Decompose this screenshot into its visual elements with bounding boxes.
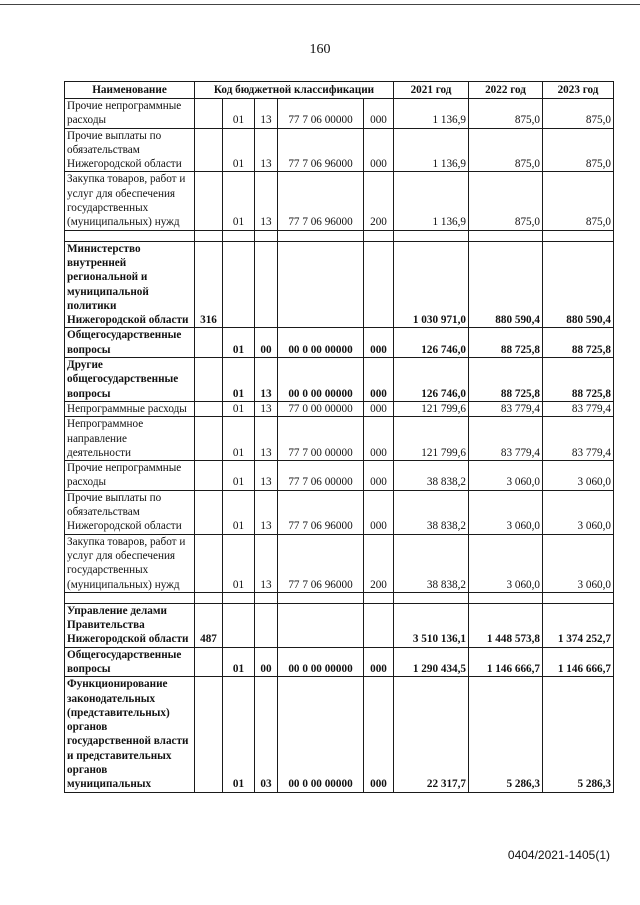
cell-name: Непрограммное направление деятельности	[65, 417, 195, 461]
spacer-cell	[364, 230, 394, 241]
cell-2021: 3 510 136,1	[394, 603, 469, 647]
cell-2022: 83 779,4	[469, 417, 543, 461]
table-row	[65, 461, 614, 491]
spacer-cell	[394, 592, 469, 603]
cell-admin-code	[195, 647, 223, 677]
cell-2021: 22 317,7	[394, 677, 469, 792]
cell-2023: 3 060,0	[543, 534, 614, 592]
cell-target-article: 00 0 00 00000	[278, 647, 364, 677]
cell-2023: 1 374 252,7	[543, 603, 614, 647]
cell-name: Функционирование законодательных (представительных) органов государственной власти и представительных органов муниципальных	[65, 677, 195, 792]
spacer-cell	[543, 592, 614, 603]
spacer-cell	[469, 230, 543, 241]
table-row	[65, 603, 614, 647]
cell-subsection: 13	[255, 417, 278, 461]
cell-2022: 83 779,4	[469, 401, 543, 416]
cell-section: 01	[223, 534, 255, 592]
table-row	[65, 490, 614, 534]
cell-admin-code	[195, 358, 223, 402]
cell-subsection: 13	[255, 358, 278, 402]
cell-2022: 3 060,0	[469, 461, 543, 491]
cell-target-article: 77 0 00 00000	[278, 401, 364, 416]
cell-subsection: 13	[255, 128, 278, 172]
cell-2022: 1 448 573,8	[469, 603, 543, 647]
cell-2023: 88 725,8	[543, 328, 614, 358]
cell-subsection	[255, 241, 278, 328]
table-row	[65, 417, 614, 461]
cell-subsection: 13	[255, 172, 278, 230]
cell-expense-type: 200	[364, 172, 394, 230]
spacer-cell	[65, 230, 195, 241]
header-2021: 2021 год	[394, 82, 469, 99]
cell-target-article: 77 7 06 96000	[278, 128, 364, 172]
table-row	[65, 172, 614, 230]
cell-2021: 126 746,0	[394, 358, 469, 402]
cell-admin-code	[195, 461, 223, 491]
cell-admin-code: 487	[195, 603, 223, 647]
spacer-cell	[255, 592, 278, 603]
cell-target-article: 77 7 00 00000	[278, 417, 364, 461]
cell-2021: 121 799,6	[394, 401, 469, 416]
cell-section: 01	[223, 358, 255, 402]
spacer-cell	[364, 592, 394, 603]
cell-subsection: 13	[255, 490, 278, 534]
table-row	[65, 99, 614, 129]
cell-subsection: 00	[255, 647, 278, 677]
cell-name: Общегосударственные вопросы	[65, 328, 195, 358]
cell-2022: 875,0	[469, 172, 543, 230]
cell-2021: 1 290 434,5	[394, 647, 469, 677]
cell-target-article: 77 7 06 96000	[278, 172, 364, 230]
cell-subsection: 03	[255, 677, 278, 792]
cell-expense-type: 000	[364, 328, 394, 358]
cell-name: Министерство внутренней региональной и муниципальной политики Нижегородской области	[65, 241, 195, 328]
cell-target-article: 00 0 00 00000	[278, 677, 364, 792]
cell-section: 01	[223, 417, 255, 461]
cell-admin-code	[195, 534, 223, 592]
cell-name: Общегосударственные вопросы	[65, 647, 195, 677]
cell-subsection	[255, 603, 278, 647]
cell-2023: 83 779,4	[543, 401, 614, 416]
cell-expense-type: 000	[364, 401, 394, 416]
cell-2023: 875,0	[543, 172, 614, 230]
table-row	[65, 534, 614, 592]
spacer-cell	[394, 230, 469, 241]
cell-admin-code	[195, 99, 223, 129]
cell-admin-code	[195, 172, 223, 230]
cell-2022: 5 286,3	[469, 677, 543, 792]
cell-expense-type: 200	[364, 534, 394, 592]
cell-name: Прочие выплаты по обязательствам Нижегородской области	[65, 490, 195, 534]
page-number: 160	[309, 42, 331, 57]
cell-target-article: 77 7 06 00000	[278, 461, 364, 491]
cell-2021: 1 136,9	[394, 128, 469, 172]
spacer-row	[65, 230, 614, 241]
table-row	[65, 241, 614, 328]
cell-target-article: 77 7 06 96000	[278, 490, 364, 534]
cell-expense-type: 000	[364, 99, 394, 129]
cell-2022: 1 146 666,7	[469, 647, 543, 677]
cell-2021: 38 838,2	[394, 534, 469, 592]
cell-admin-code	[195, 328, 223, 358]
spacer-cell	[469, 592, 543, 603]
cell-subsection: 13	[255, 461, 278, 491]
cell-name: Другие общегосударственные вопросы	[65, 358, 195, 402]
cell-section: 01	[223, 128, 255, 172]
cell-section	[223, 241, 255, 328]
cell-2021: 1 030 971,0	[394, 241, 469, 328]
cell-section: 01	[223, 647, 255, 677]
cell-2023: 5 286,3	[543, 677, 614, 792]
cell-2023: 880 590,4	[543, 241, 614, 328]
cell-section: 01	[223, 677, 255, 792]
table-row	[65, 647, 614, 677]
cell-name: Непрограммные расходы	[65, 401, 195, 416]
cell-expense-type: 000	[364, 128, 394, 172]
cell-expense-type: 000	[364, 677, 394, 792]
cell-2023: 875,0	[543, 128, 614, 172]
cell-2023: 88 725,8	[543, 358, 614, 402]
cell-expense-type: 000	[364, 647, 394, 677]
header-name: Наименование	[65, 82, 195, 99]
header-budget-code: Код бюджетной классификации	[195, 82, 394, 99]
spacer-cell	[255, 230, 278, 241]
cell-name: Управление делами Правительства Нижегородской области	[65, 603, 195, 647]
cell-section	[223, 603, 255, 647]
spacer-cell	[223, 230, 255, 241]
cell-section: 01	[223, 401, 255, 416]
cell-target-article	[278, 603, 364, 647]
cell-target-article: 00 0 00 00000	[278, 358, 364, 402]
cell-expense-type: 000	[364, 490, 394, 534]
cell-2023: 875,0	[543, 99, 614, 129]
cell-expense-type	[364, 241, 394, 328]
cell-section: 01	[223, 328, 255, 358]
table-row	[65, 128, 614, 172]
cell-2021: 1 136,9	[394, 172, 469, 230]
document-code: 0404/2021-1405(1)	[507, 848, 610, 862]
table-body	[65, 99, 614, 793]
cell-expense-type: 000	[364, 461, 394, 491]
cell-section: 01	[223, 461, 255, 491]
cell-expense-type	[364, 603, 394, 647]
cell-2023: 3 060,0	[543, 461, 614, 491]
cell-2021: 1 136,9	[394, 99, 469, 129]
cell-subsection: 13	[255, 99, 278, 129]
cell-2021: 121 799,6	[394, 417, 469, 461]
cell-name: Прочие выплаты по обязательствам Нижегородской области	[65, 128, 195, 172]
cell-admin-code	[195, 417, 223, 461]
cell-target-article: 77 7 06 96000	[278, 534, 364, 592]
table-row	[65, 401, 614, 416]
cell-2023: 1 146 666,7	[543, 647, 614, 677]
cell-2022: 875,0	[469, 128, 543, 172]
header-2022: 2022 год	[469, 82, 543, 99]
cell-2022: 3 060,0	[469, 490, 543, 534]
cell-target-article: 00 0 00 00000	[278, 328, 364, 358]
cell-2022: 88 725,8	[469, 358, 543, 402]
cell-expense-type: 000	[364, 358, 394, 402]
cell-2022: 88 725,8	[469, 328, 543, 358]
cell-name: Прочие непрограммные расходы	[65, 99, 195, 129]
spacer-cell	[195, 230, 223, 241]
cell-subsection: 13	[255, 401, 278, 416]
cell-admin-code	[195, 490, 223, 534]
cell-2021: 38 838,2	[394, 490, 469, 534]
cell-section: 01	[223, 172, 255, 230]
spacer-row	[65, 592, 614, 603]
cell-name: Прочие непрограммные расходы	[65, 461, 195, 491]
cell-2022: 880 590,4	[469, 241, 543, 328]
header-2023: 2023 год	[543, 82, 614, 99]
spacer-cell	[65, 592, 195, 603]
cell-subsection: 00	[255, 328, 278, 358]
table-row	[65, 328, 614, 358]
cell-2022: 3 060,0	[469, 534, 543, 592]
spacer-cell	[195, 592, 223, 603]
budget-table	[64, 81, 614, 793]
spacer-cell	[278, 592, 364, 603]
cell-expense-type: 000	[364, 417, 394, 461]
cell-2022: 875,0	[469, 99, 543, 129]
cell-admin-code	[195, 401, 223, 416]
cell-2021: 38 838,2	[394, 461, 469, 491]
table-row	[65, 677, 614, 792]
cell-2021: 126 746,0	[394, 328, 469, 358]
cell-section: 01	[223, 99, 255, 129]
cell-name: Закупка товаров, работ и услуг для обеспечения государственных (муниципальных) нужд	[65, 534, 195, 592]
table-header-row	[65, 82, 614, 99]
cell-admin-code	[195, 128, 223, 172]
spacer-cell	[223, 592, 255, 603]
cell-name: Закупка товаров, работ и услуг для обеспечения государственных (муниципальных) нужд	[65, 172, 195, 230]
table-row	[65, 358, 614, 402]
cell-admin-code	[195, 677, 223, 792]
spacer-cell	[278, 230, 364, 241]
cell-section: 01	[223, 490, 255, 534]
cell-target-article	[278, 241, 364, 328]
cell-target-article: 77 7 06 00000	[278, 99, 364, 129]
cell-subsection: 13	[255, 534, 278, 592]
spacer-cell	[543, 230, 614, 241]
cell-2023: 3 060,0	[543, 490, 614, 534]
top-border-line	[0, 4, 640, 5]
cell-2023: 83 779,4	[543, 417, 614, 461]
cell-admin-code: 316	[195, 241, 223, 328]
